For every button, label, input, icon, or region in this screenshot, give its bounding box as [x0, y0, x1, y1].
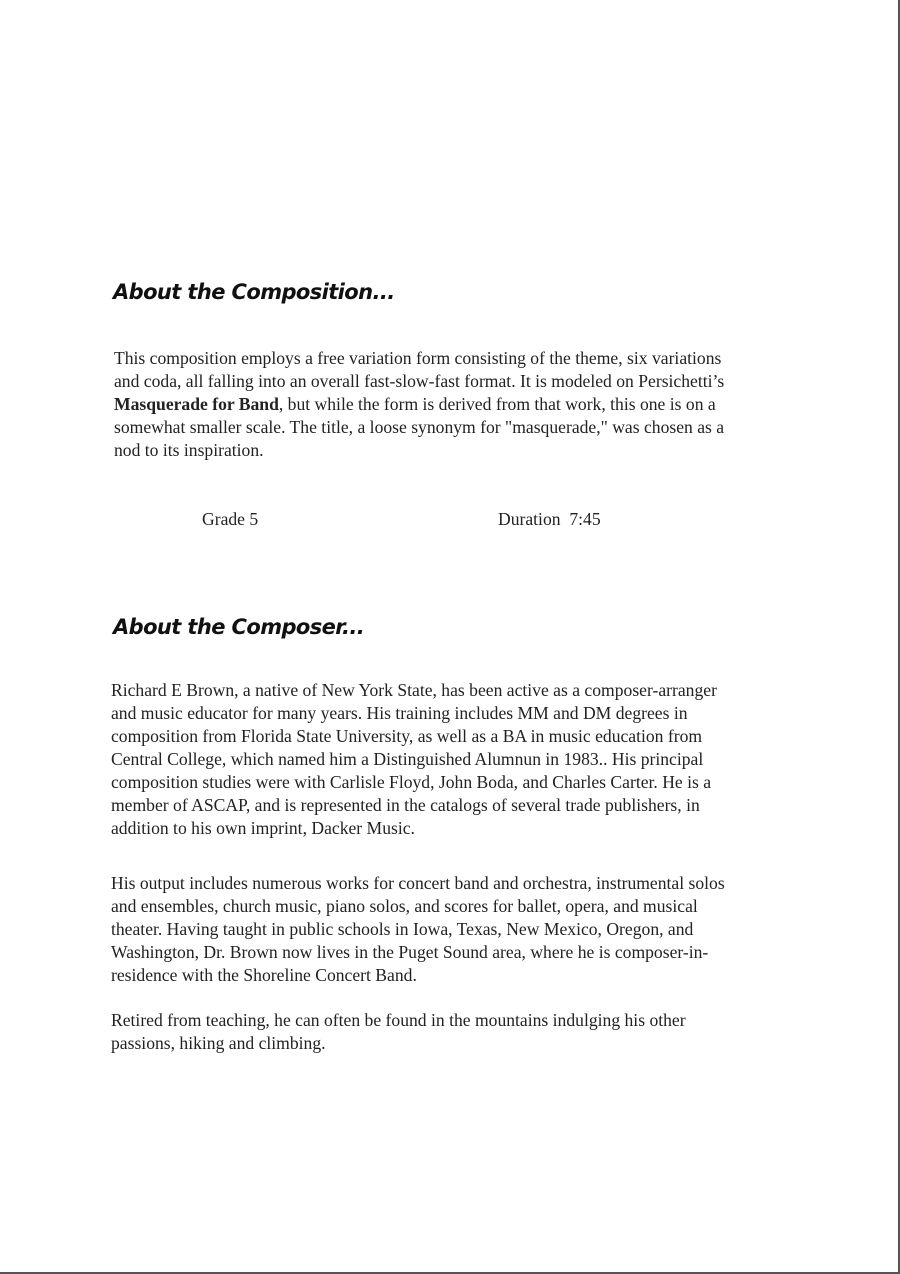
composition-line	[114, 393, 814, 416]
composition-paragraph	[114, 347, 814, 462]
composer-line: member of ASCAP, and is represented in the catalogs of several trade publishers, in	[111, 795, 700, 815]
composition-line: This composition employs a free variation form consisting of the theme, six variations	[114, 348, 722, 368]
composition-line: nod to its inspiration.	[114, 440, 264, 460]
composer-heading: About the Composer...	[113, 615, 365, 639]
composer-line: and music educator for many years. His training includes MM and DM degrees in	[111, 703, 688, 723]
composer-line: Central College, which named him a Distinguished Alumnun in 1983.. His principal	[111, 749, 704, 769]
composer-line: residence with the Shoreline Concert Band.	[111, 965, 417, 985]
composition-line-rest: , but while the form is derived from that work, this one is on a	[278, 394, 716, 414]
composer-line: composition from Florida State University, as well as a BA in music education from	[111, 726, 703, 746]
grade-label: Grade 5	[202, 509, 259, 529]
composition-line: somewhat smaller scale. The title, a loose synonym for "masquerade," was chosen as a	[114, 417, 725, 437]
composer-paragraph-1	[111, 679, 811, 840]
composition-heading: About the Composition...	[113, 280, 395, 304]
composer-line: Retired from teaching, he can often be found in the mountains indulging his other	[111, 1010, 686, 1030]
composer-line: His output includes numerous works for concert band and orchestra, instrumental solos	[111, 873, 725, 893]
composer-line: Richard E Brown, a native of New York State, has been active as a composer-arranger	[111, 680, 717, 700]
composition-line: and coda, all falling into an overall fast-slow-fast format. It is modeled on Persichetti’s	[114, 371, 725, 391]
duration-label: Duration 7:45	[498, 509, 601, 529]
composer-line: theater. Having taught in public schools in Iowa, Texas, New Mexico, Oregon, and	[111, 919, 694, 939]
composer-line: Washington, Dr. Brown now lives in the Puget Sound area, where he is composer-in-	[111, 942, 709, 962]
work-title: Masquerade for Band	[114, 394, 279, 414]
composer-line: composition studies were with Carlisle Floyd, John Boda, and Charles Carter. He is a	[111, 772, 712, 792]
composer-paragraph-3	[111, 1009, 811, 1055]
composer-line: and ensembles, church music, piano solos, and scores for ballet, opera, and musical	[111, 896, 698, 916]
composer-line: addition to his own imprint, Dacker Music.	[111, 818, 415, 838]
composer-paragraph-2	[111, 872, 811, 987]
composer-line: passions, hiking and climbing.	[111, 1033, 326, 1053]
